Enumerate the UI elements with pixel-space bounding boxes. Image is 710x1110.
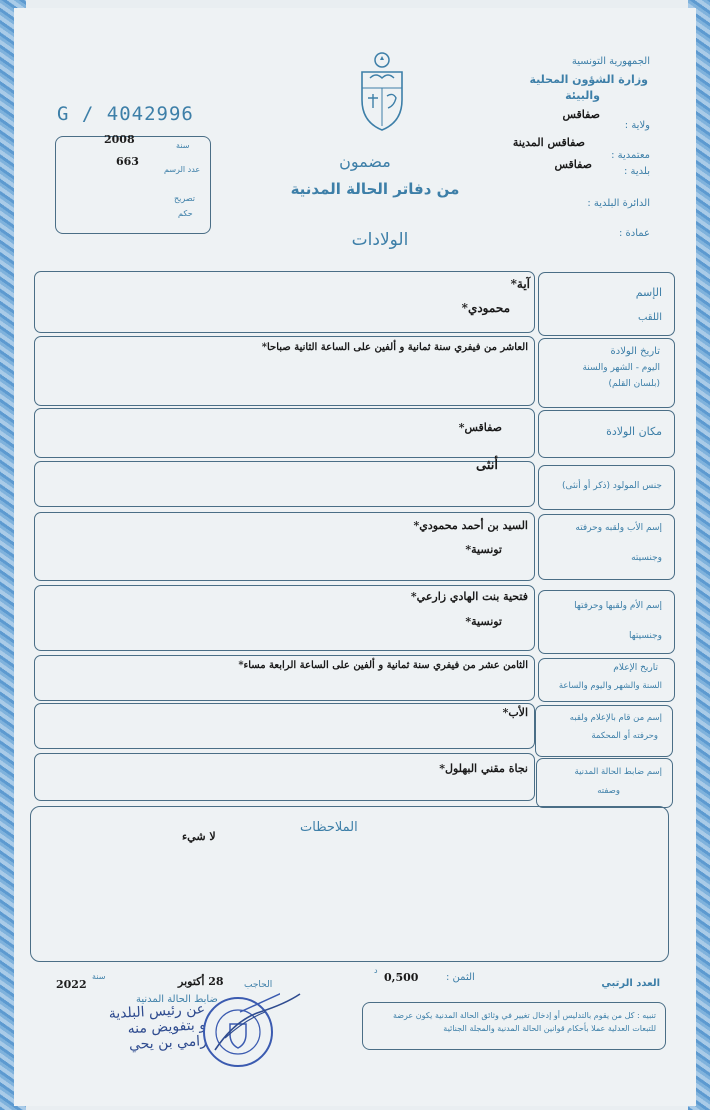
wilaya-value: صفاقس [562, 108, 600, 121]
officer-label: إسم ضابط الحالة المدنية [574, 767, 662, 777]
price-value: 0,500 [384, 971, 419, 984]
price-label: الثمن : [446, 972, 475, 983]
place-label: الحاجب [244, 980, 273, 990]
remarks-value: لا شيء [182, 830, 216, 843]
father-nationality-value: تونسية* [465, 543, 502, 556]
wilaya-label: ولاية : [624, 120, 650, 131]
declaration-date-sublabel: السنة والشهر واليوم والساعة [558, 681, 662, 691]
birth-date-value: العاشر من فيفري سنة ثمانية و ألفين على الساعة الثانية صباحا* [261, 342, 528, 353]
declarant-value: الأب* [502, 706, 528, 719]
name-value-box [34, 271, 535, 333]
first-name-value: آية* [510, 277, 530, 291]
father-value: السيد بن أحمد محمودي* [413, 519, 528, 532]
officer-value-box [34, 753, 535, 801]
declarant-label: إسم من قام بالإعلام ولقبه [569, 713, 662, 723]
year-label: سنة [92, 972, 106, 981]
mother-value: فتحية بنت الهادي زارعي* [410, 590, 528, 603]
birth-date-sublabel: اليوم - الشهر والسنة [582, 363, 660, 373]
birth-date-label: تاريخ الولادة [610, 346, 660, 357]
declaration-date-value: الثامن عشر من فيفري سنة ثمانية و ألفين على الساعة الرابعة مساء* [238, 660, 528, 671]
last-name-label: اللقب [637, 312, 662, 323]
signature-line2: و بتفويض منه [127, 1017, 207, 1038]
baladia-label: بلدية : [623, 166, 650, 177]
remarks-label: الملاحظات [300, 820, 358, 835]
republic-name: الجمهورية التونسية [571, 56, 650, 67]
baladia-value: صفاقس [554, 158, 592, 171]
sex-value: أنثى [476, 458, 498, 473]
mother-label: إسم الأم ولقبها وحرفتها [574, 601, 662, 611]
ministry-line1: وزارة الشؤون المحلية [529, 73, 648, 86]
signature-line3: رامي بن يحي [128, 1033, 208, 1054]
last-name-value: محمودي* [461, 301, 510, 315]
sex-value-box [34, 461, 535, 507]
signature-line1: عن رئيس البلدية [108, 1001, 206, 1023]
mother-sublabel: وجنسيتها [629, 631, 662, 641]
officer-title: ضابط الحالة المدنية [136, 994, 218, 1005]
record-year-value: 2008 [104, 133, 135, 146]
record-number-label: عدد الرسم [164, 165, 201, 174]
declarant-value-box [34, 703, 535, 749]
sex-label: جنس المولود (ذكر أو أنثى) [561, 481, 662, 491]
record-declaration-label: تصريح [174, 194, 195, 203]
serial-number: G / 4042996 [57, 103, 194, 125]
record-number-value: 663 [116, 155, 139, 168]
year-value: 2022 [56, 978, 87, 991]
ministry-line2: والبيئة [565, 89, 600, 102]
signature-stamp [95, 1001, 207, 1055]
birth-place-value: صفاقس* [458, 421, 502, 434]
motamadia-value: صفاقس المدينة [512, 136, 585, 149]
stamp-number-label: العدد الرتبي [601, 978, 660, 989]
notice-text: تنبيه : كل من يقوم بالتدليس أو إدخال تغيير في وثائق الحالة المدنية يكون عرضة للتبعات العدلية عملا بأحكام قوانين الحالة المدنية والمجلة الجنائية [392, 1011, 656, 1033]
declaration-date-label: تاريخ الإعلام [613, 663, 658, 673]
name-label-box [538, 272, 675, 336]
signature-scribble [205, 990, 305, 1060]
title-line3: الولادات [351, 230, 409, 250]
birth-place-label: مكان الولادة [606, 425, 662, 438]
declarant-sublabel: وحرفته أو المحكمة [591, 731, 658, 741]
officer-sublabel: وصفته [597, 786, 620, 796]
date-value: 28 أكتوبر [178, 975, 224, 988]
first-name-label: الإسم [635, 286, 662, 299]
birth-date-note: (بلسان القلم) [608, 379, 660, 389]
daira-label: الدائرة البلدية : [587, 198, 650, 209]
title-line2: من دفاتر الحالة المدنية [290, 180, 460, 198]
mother-nationality-value: تونسية* [465, 615, 502, 628]
imada-label: عمادة : [618, 228, 650, 239]
motamadia-label: معتمدية : [611, 150, 650, 161]
officer-value: نجاة مقني البهلول* [439, 762, 528, 775]
price-unit: د [374, 966, 378, 975]
tunisia-coat-of-arms [356, 50, 408, 132]
record-judgment-label: حكم [178, 209, 193, 218]
record-year-label: سنة [176, 141, 190, 150]
title-line1: مضمون [339, 152, 391, 171]
father-label: إسم الأب ولقبه وحرفته [575, 523, 662, 533]
father-sublabel: وجنسيته [631, 553, 662, 563]
